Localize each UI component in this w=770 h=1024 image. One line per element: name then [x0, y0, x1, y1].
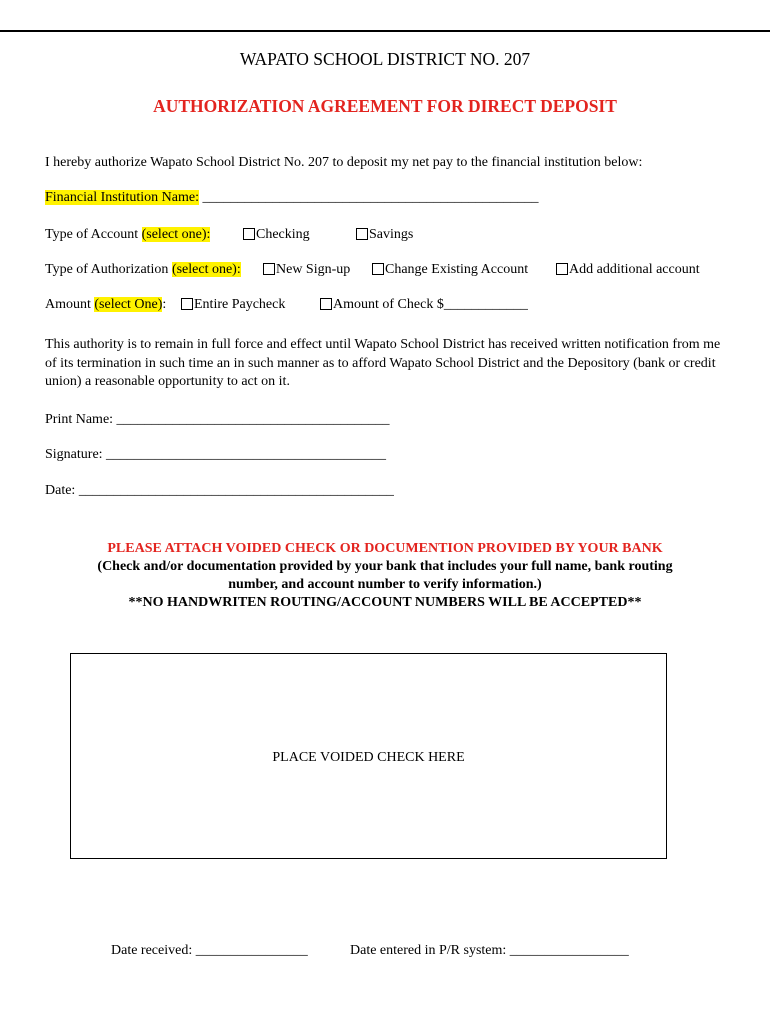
voided-check-box: [70, 653, 667, 859]
entire-paycheck-option[interactable]: [181, 297, 285, 313]
new-signup-option[interactable]: [263, 262, 350, 278]
date-entered-field[interactable]: Date entered in P/R system: _________________: [350, 943, 629, 958]
voided-check-label: PLACE VOIDED CHECK HERE: [272, 750, 465, 765]
checking-label: Checking: [256, 227, 310, 242]
top-rule: [0, 30, 770, 32]
institution-label: Financial Institution Name:: [45, 190, 199, 205]
amount-of-check-option[interactable]: [320, 297, 528, 313]
intro-text: I hereby authorize Wapato School District No. 207 to deposit my net pay to the financial institution below:: [45, 155, 643, 170]
attach-notice: PLEASE ATTACH VOIDED CHECK OR DOCUMENTION PROVIDED BY YOUR BANK: [107, 541, 663, 556]
form-title: AUTHORIZATION AGREEMENT FOR DIRECT DEPOSIT: [153, 96, 617, 116]
savings-option[interactable]: [356, 227, 413, 243]
notice-line-3: number, and account number to verify information.): [228, 577, 542, 592]
amount-of-check-label[interactable]: Amount of Check $____________: [333, 297, 528, 312]
amount-hint: (select One): [94, 297, 163, 312]
auth-type-label: Type of Authorization: [45, 262, 172, 277]
checking-option[interactable]: [243, 227, 310, 243]
add-additional-checkbox[interactable]: [556, 263, 568, 275]
print-name-field[interactable]: Print Name: _______________________________________: [45, 412, 390, 427]
district-name: WAPATO SCHOOL DISTRICT NO. 207: [239, 49, 531, 69]
entire-paycheck-checkbox[interactable]: [181, 298, 193, 310]
savings-label: Savings: [369, 227, 414, 242]
checking-checkbox[interactable]: [243, 228, 255, 240]
add-additional-option[interactable]: [556, 262, 700, 278]
amount-label: Amount: [45, 297, 95, 312]
signature-field[interactable]: Signature: ________________________________________: [45, 447, 387, 462]
authority-paragraph: This authority is to remain in full force and effect until Wapato School District has received written notification from me of its termination in such time an in such manner as to afford Wapato School District and the Depository (bank or credit union) a reasonable opportunity to act on it.: [45, 337, 721, 389]
institution-name-field[interactable]: ________________________________________________: [202, 190, 539, 205]
change-existing-label: Change Existing Account: [385, 262, 529, 277]
account-type-label: Type of Account: [45, 227, 142, 242]
change-existing-option[interactable]: [372, 262, 528, 278]
amount-colon: :: [162, 297, 167, 312]
change-existing-checkbox[interactable]: [372, 263, 384, 275]
date-received-field[interactable]: Date received: ________________: [111, 943, 308, 958]
new-signup-checkbox[interactable]: [263, 263, 275, 275]
account-type-hint: (select one):: [141, 227, 211, 242]
entire-paycheck-label: Entire Paycheck: [194, 297, 286, 312]
notice-line-2: (Check and/or documentation provided by your bank that includes your full name, bank routing: [97, 559, 673, 574]
auth-type-row: [45, 262, 241, 278]
amount-of-check-checkbox[interactable]: [320, 298, 332, 310]
date-field[interactable]: Date: _____________________________________________: [45, 483, 394, 498]
add-additional-label: Add additional account: [569, 262, 700, 277]
institution-row: [45, 190, 538, 206]
amount-row: [45, 297, 166, 313]
auth-type-hint: (select one):: [171, 262, 241, 277]
new-signup-label: New Sign-up: [276, 262, 351, 277]
savings-checkbox[interactable]: [356, 228, 368, 240]
account-type-row: [45, 227, 210, 243]
notice-line-4: **NO HANDWRITEN ROUTING/ACCOUNT NUMBERS WILL BE ACCEPTED**: [128, 595, 642, 610]
